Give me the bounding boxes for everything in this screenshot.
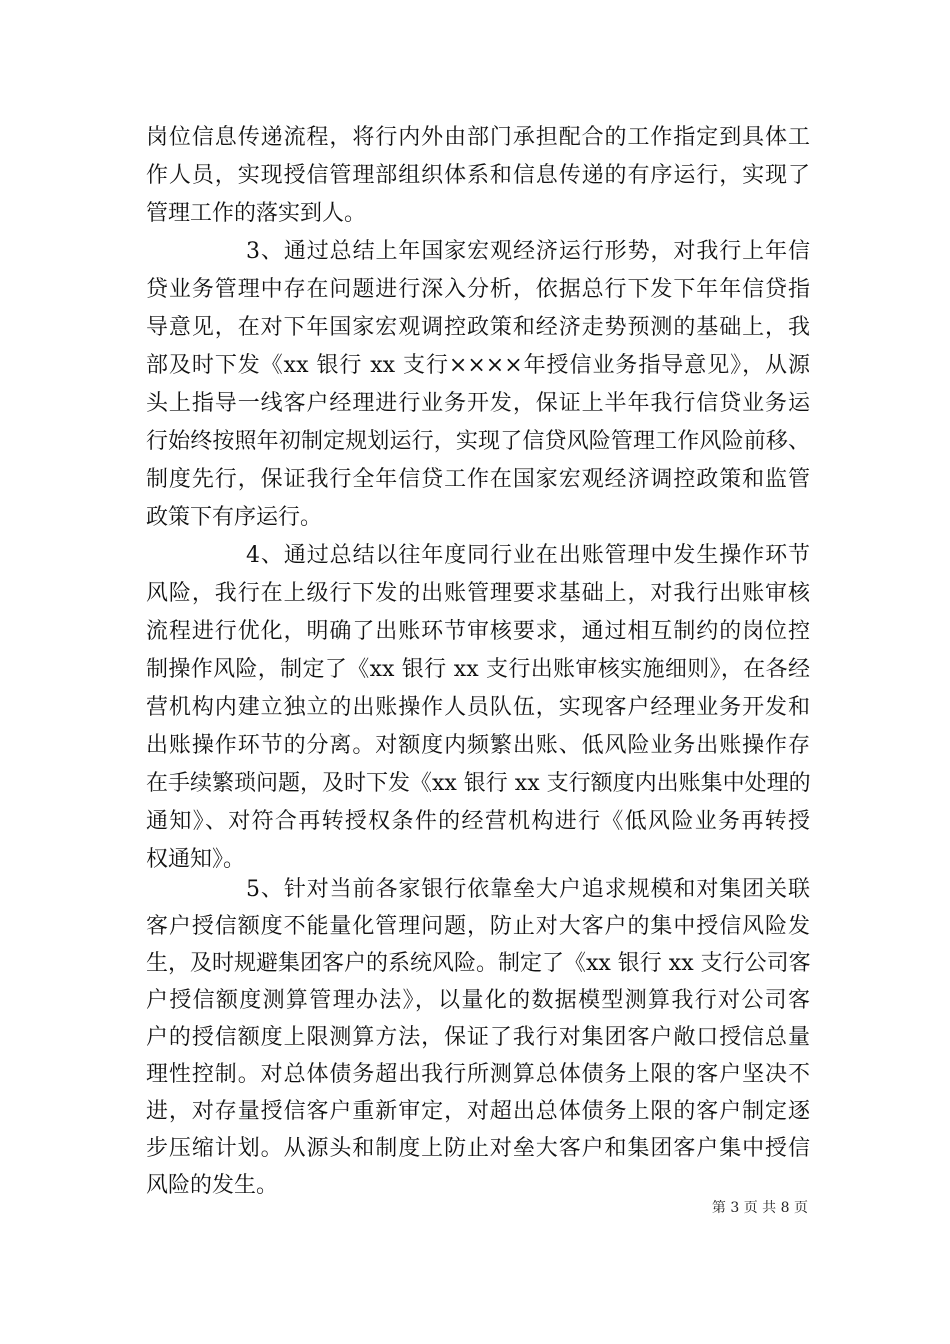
paragraph-2-line-8: 政策下有序运行。	[146, 505, 323, 530]
paragraph-1-line-1: 岗位信息传递流程，将行内外由部门承担配合的工作指定到具体工	[146, 125, 810, 150]
paragraph-4-line-4: 户授信额度测算管理办法》，以量化的数据模型测算我行对公司客	[146, 988, 810, 1013]
paragraph-2-line-4: 部及时下发《xx 银行 xx 支行××××年授信业务指导意见》，从源	[146, 353, 810, 378]
paragraph-3-line-4: 制操作风险，制定了《xx 银行 xx 支行出账审核实施细则》，在各经	[146, 657, 810, 682]
paragraph-4-line-5: 户的授信额度上限测算方法，保证了我行对集团客户敞口授信总量	[146, 1025, 810, 1050]
paragraph-4-line-9: 风险的发生。	[146, 1173, 279, 1198]
paragraph-4-line-1: 5、针对当前各家银行依靠垒大户追求规模和对集团关联	[246, 877, 810, 902]
paragraph-3-line-5: 营机构内建立独立的出账操作人员队伍，实现客户经理业务开发和	[146, 695, 810, 720]
paragraph-1-line-2: 作人员，实现授信管理部组织体系和信息传递的有序运行，实现了	[146, 163, 810, 188]
paragraph-3-line-7: 在手续繁琐问题，及时下发《xx 银行 xx 支行额度内出账集中处理的	[146, 771, 811, 796]
paragraph-3-line-6: 出账操作环节的分离。对额度内频繁出账、低风险业务出账操作存	[146, 733, 810, 758]
paragraph-2-line-2: 贷业务管理中存在问题进行深入分析，依据总行下发下年年信贷指	[146, 277, 810, 302]
paragraph-2-line-3: 导意见，在对下年国家宏观调控政策和经济走势预测的基础上，我	[146, 315, 810, 340]
paragraph-2-line-1: 3、通过总结上年国家宏观经济运行形势，对我行上年信	[246, 239, 810, 264]
paragraph-2-line-6: 行始终按照年初制定规划运行，实现了信贷风险管理工作风险前移、	[146, 429, 810, 454]
paragraph-3-line-2: 风险，我行在上级行下发的出账管理要求基础上，对我行出账审核	[146, 581, 810, 606]
paragraph-1-line-3: 管理工作的落实到人。	[146, 201, 367, 226]
paragraph-3-line-1: 4、通过总结以往年度同行业在出账管理中发生操作环节	[246, 543, 810, 568]
paragraph-4-line-7: 进，对存量授信客户重新审定，对超出总体债务上限的客户制定逐	[146, 1099, 810, 1124]
paragraph-3-line-8: 通知》、对符合再转授权条件的经营机构进行《低风险业务再转授	[146, 809, 810, 834]
paragraph-4-line-8: 步压缩计划。从源头和制度上防止对垒大客户和集团客户集中授信	[146, 1136, 810, 1161]
paragraph-3-line-9: 权通知》。	[146, 847, 246, 872]
paragraph-4-line-3: 生，及时规避集团客户的系统风险。制定了《xx 银行 xx 支行公司客	[146, 951, 811, 976]
paragraph-4-line-6: 理性控制。对总体债务超出我行所测算总体债务上限的客户坚决不	[146, 1062, 810, 1087]
paragraph-4-line-2: 客户授信额度不能量化管理问题，防止对大客户的集中授信风险发	[146, 914, 810, 939]
page-number: 第 3 页 共 8 页	[711, 1200, 808, 1216]
paragraph-3-line-3: 流程进行优化，明确了出账环节审核要求，通过相互制约的岗位控	[146, 619, 810, 644]
paragraph-2-line-7: 制度先行，保证我行全年信贷工作在国家宏观经济调控政策和监管	[146, 467, 810, 492]
paragraph-2-line-5: 头上指导一线客户经理进行业务开发，保证上半年我行信贷业务运	[146, 391, 810, 416]
